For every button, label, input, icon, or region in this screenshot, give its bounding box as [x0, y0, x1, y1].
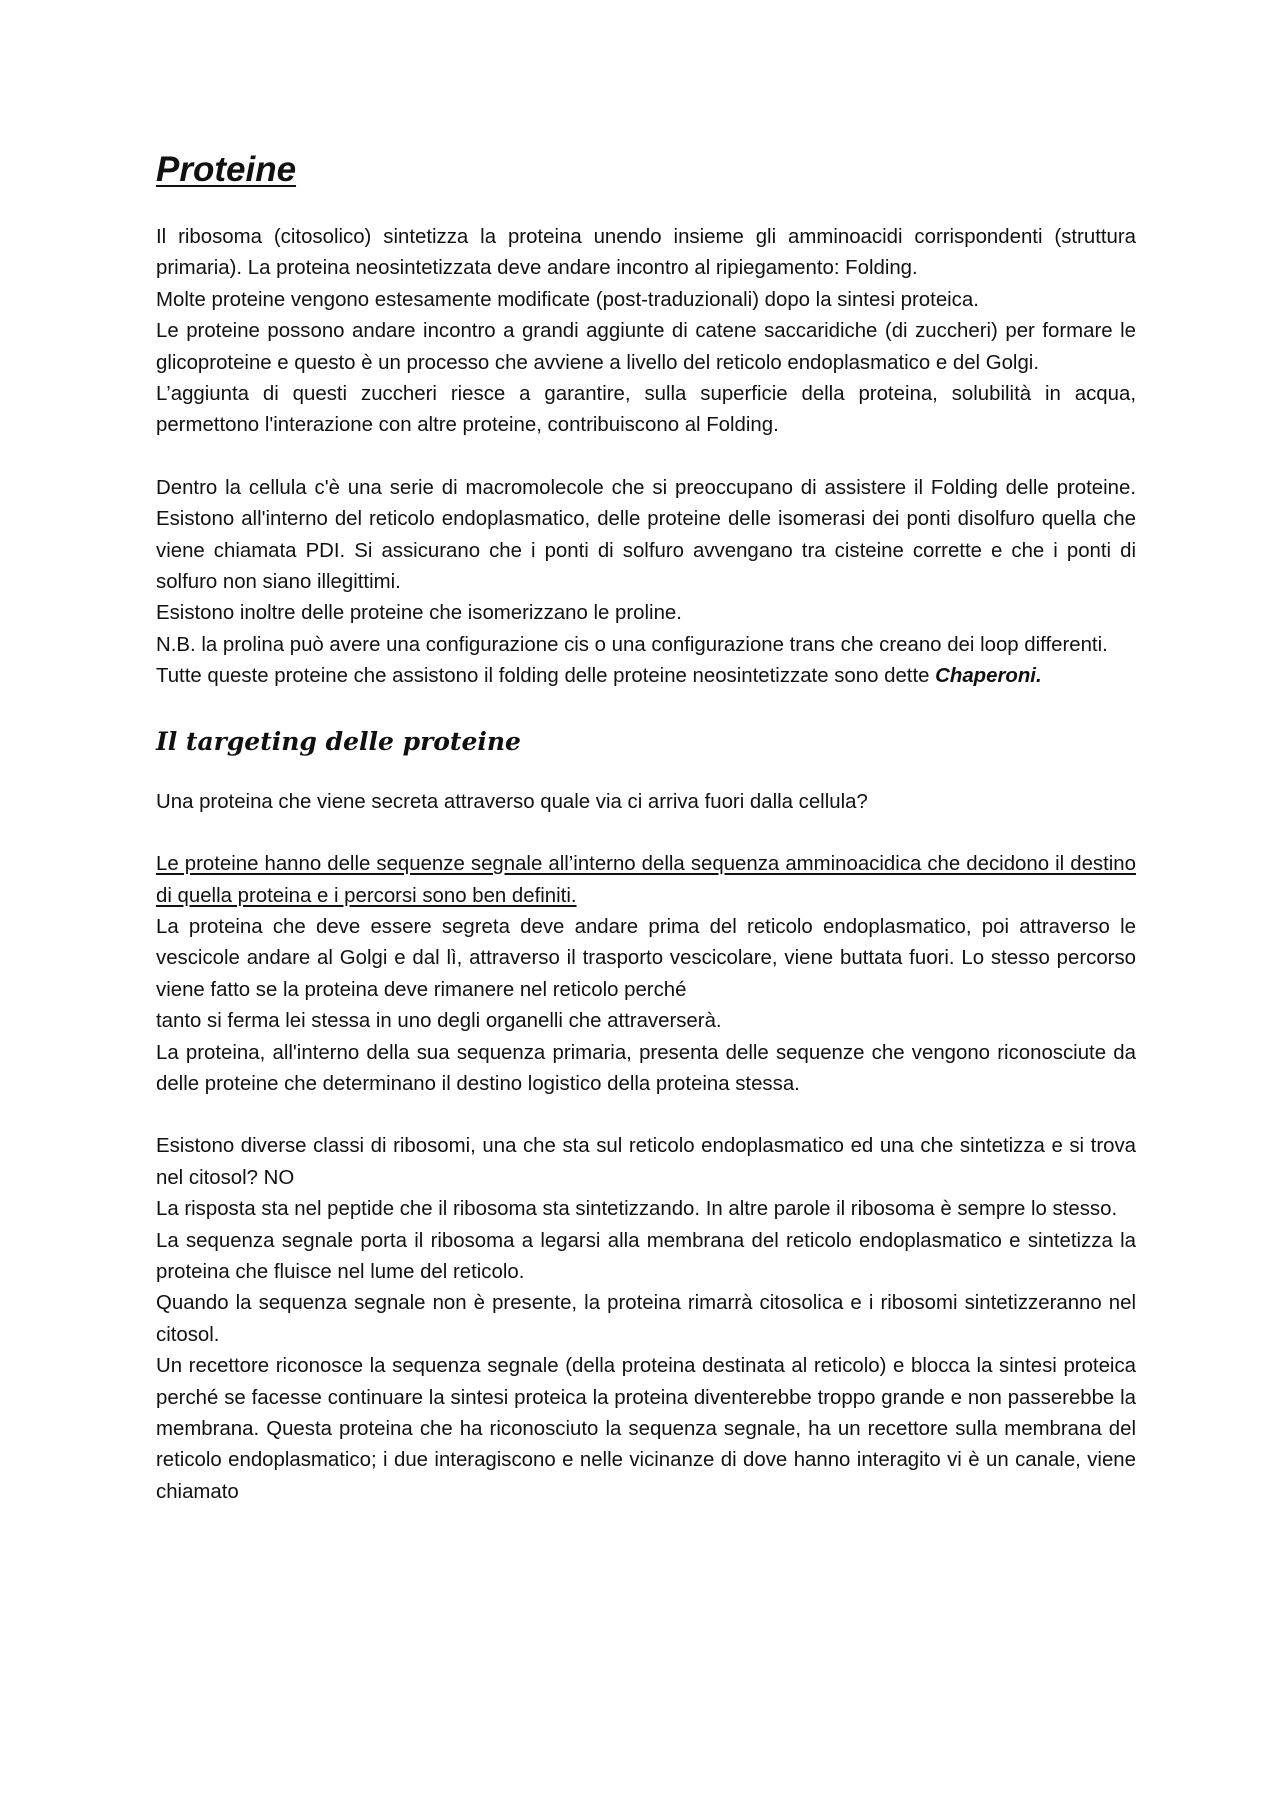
paragraph-classi-ribosomi: Esistono diverse classi di ribosomi, una che sta sul reticolo endoplasmatico ed una che sintetizza e si trova nel citosol? NO [156, 1135, 1136, 1189]
page-title: Proteine [156, 150, 297, 189]
paragraph-proline: Esistono inoltre delle proteine che isomerizzano le proline. [156, 602, 682, 625]
paragraph-destino: La proteina, all'interno della sua sequenza primaria, presenta delle sequenze che vengono riconosciute da delle proteine che determinano il destino logistico della proteina stessa. [156, 1041, 1136, 1095]
spacer [156, 693, 1136, 725]
paragraph-secrezione: La proteina che deve essere segreta deve andare prima del reticolo endoplasmatico, poi attraverso le vescicole andare al Golgi e dal lì, attraverso il trasporto vescicolare, viene buttata fuori. Lo stesso percorso viene fatto se la proteina deve rimanere nel reticolo perché [156, 915, 1136, 1001]
paragraph-nb-prolina: N.B. la prolina può avere una configurazione cis o una configurazione trans che creano dei loop differenti. [156, 633, 1108, 656]
paragraph-domanda: Una proteina che viene secreta attraverso quale via ci arriva fuori dalla cellula? [156, 790, 868, 813]
section-proteine [156, 222, 1136, 693]
paragraph-membrana: La sequenza segnale porta il ribosoma a legarsi alla membrana del reticolo endoplasmatico e sintetizza la proteina che fluisce nel lume del reticolo. [156, 1229, 1136, 1283]
paragraph-recettore: Un recettore riconosce la sequenza segnale (della proteina destinata al reticolo) e blocca la sintesi proteica perché se facesse continuare la sintesi proteica la proteina diventerebbe troppo grande e non passerebbe la membrana. Questa proteina che ha riconosciuto la sequenza segnale, ha un recettore sulla membrana del reticolo endoplasmatico; i due interagiscono e nelle vicinanze di dove hanno interagito vi è un canale, viene chiamato [156, 1355, 1136, 1503]
document-page [156, 150, 1136, 1508]
chaperoni-text: Tutte queste proteine che assistono il folding delle proteine neosintetizzate sono dette [156, 665, 930, 688]
paragraph-folding: Dentro la cellula c'è una serie di macromolecole che si preoccupano di assistere il Folding delle proteine. Esistono all'interno del reticolo endoplasmatico, delle proteine delle isomerasi dei ponti disolfuro quella che viene chiamata PDI. Si assicurano che i ponti di solfuro avvengano tra cisteine corrette e che i ponti di solfuro non siano illegittimi. [156, 476, 1136, 594]
paragraph-sequenze-segnale: Le proteine hanno delle sequenze segnale all’interno della sequenza amminoacidica che decidono il destino di quella proteina e i percorsi sono ben definiti. [156, 853, 1136, 907]
paragraph-chaperoni [156, 661, 1136, 692]
paragraph-peptide: La risposta sta nel peptide che il ribosoma sta sintetizzando. In altre parole il ribosoma è sempre lo stesso. [156, 1198, 1118, 1221]
section-targeting [156, 725, 1136, 1509]
spacer [156, 818, 1136, 849]
paragraph-citosol: Quando la sequenza segnale non è presente, la proteina rimarrà citosolica e i ribosomi sintetizzeranno nel citosol. [156, 1292, 1136, 1346]
paragraph-modifiche: Molte proteine vengono estesamente modificate (post-traduzionali) dopo la sintesi proteica. [156, 288, 979, 311]
paragraph-glicoproteine: Le proteine possono andare incontro a grandi aggiunte di catene saccaridiche (di zuccheri) per formare le glicoproteine e questo è un processo che avviene a livello del reticolo endoplasmatico e del Golgi. [156, 320, 1136, 374]
section-heading: Il targeting delle proteine [156, 726, 521, 756]
paragraph-organelli: tanto si ferma lei stessa in uno degli organelli che attraverserà. [156, 1010, 722, 1033]
spacer [156, 442, 1136, 473]
paragraph-zuccheri: L’aggiunta di questi zuccheri riesce a garantire, sulla superficie della proteina, solubilità in acqua, permettono l'interazione con altre proteine, contribuiscono al Folding. [156, 383, 1136, 437]
spacer [156, 1100, 1136, 1131]
paragraph-ribosoma: Il ribosoma (citosolico) sintetizza la proteina unendo insieme gli amminoacidi corrispondenti (struttura primaria). La proteina neosintetizzata deve andare incontro al ripiegamento: Folding. [156, 226, 1136, 280]
chaperoni-term: Chaperoni. [935, 665, 1042, 688]
